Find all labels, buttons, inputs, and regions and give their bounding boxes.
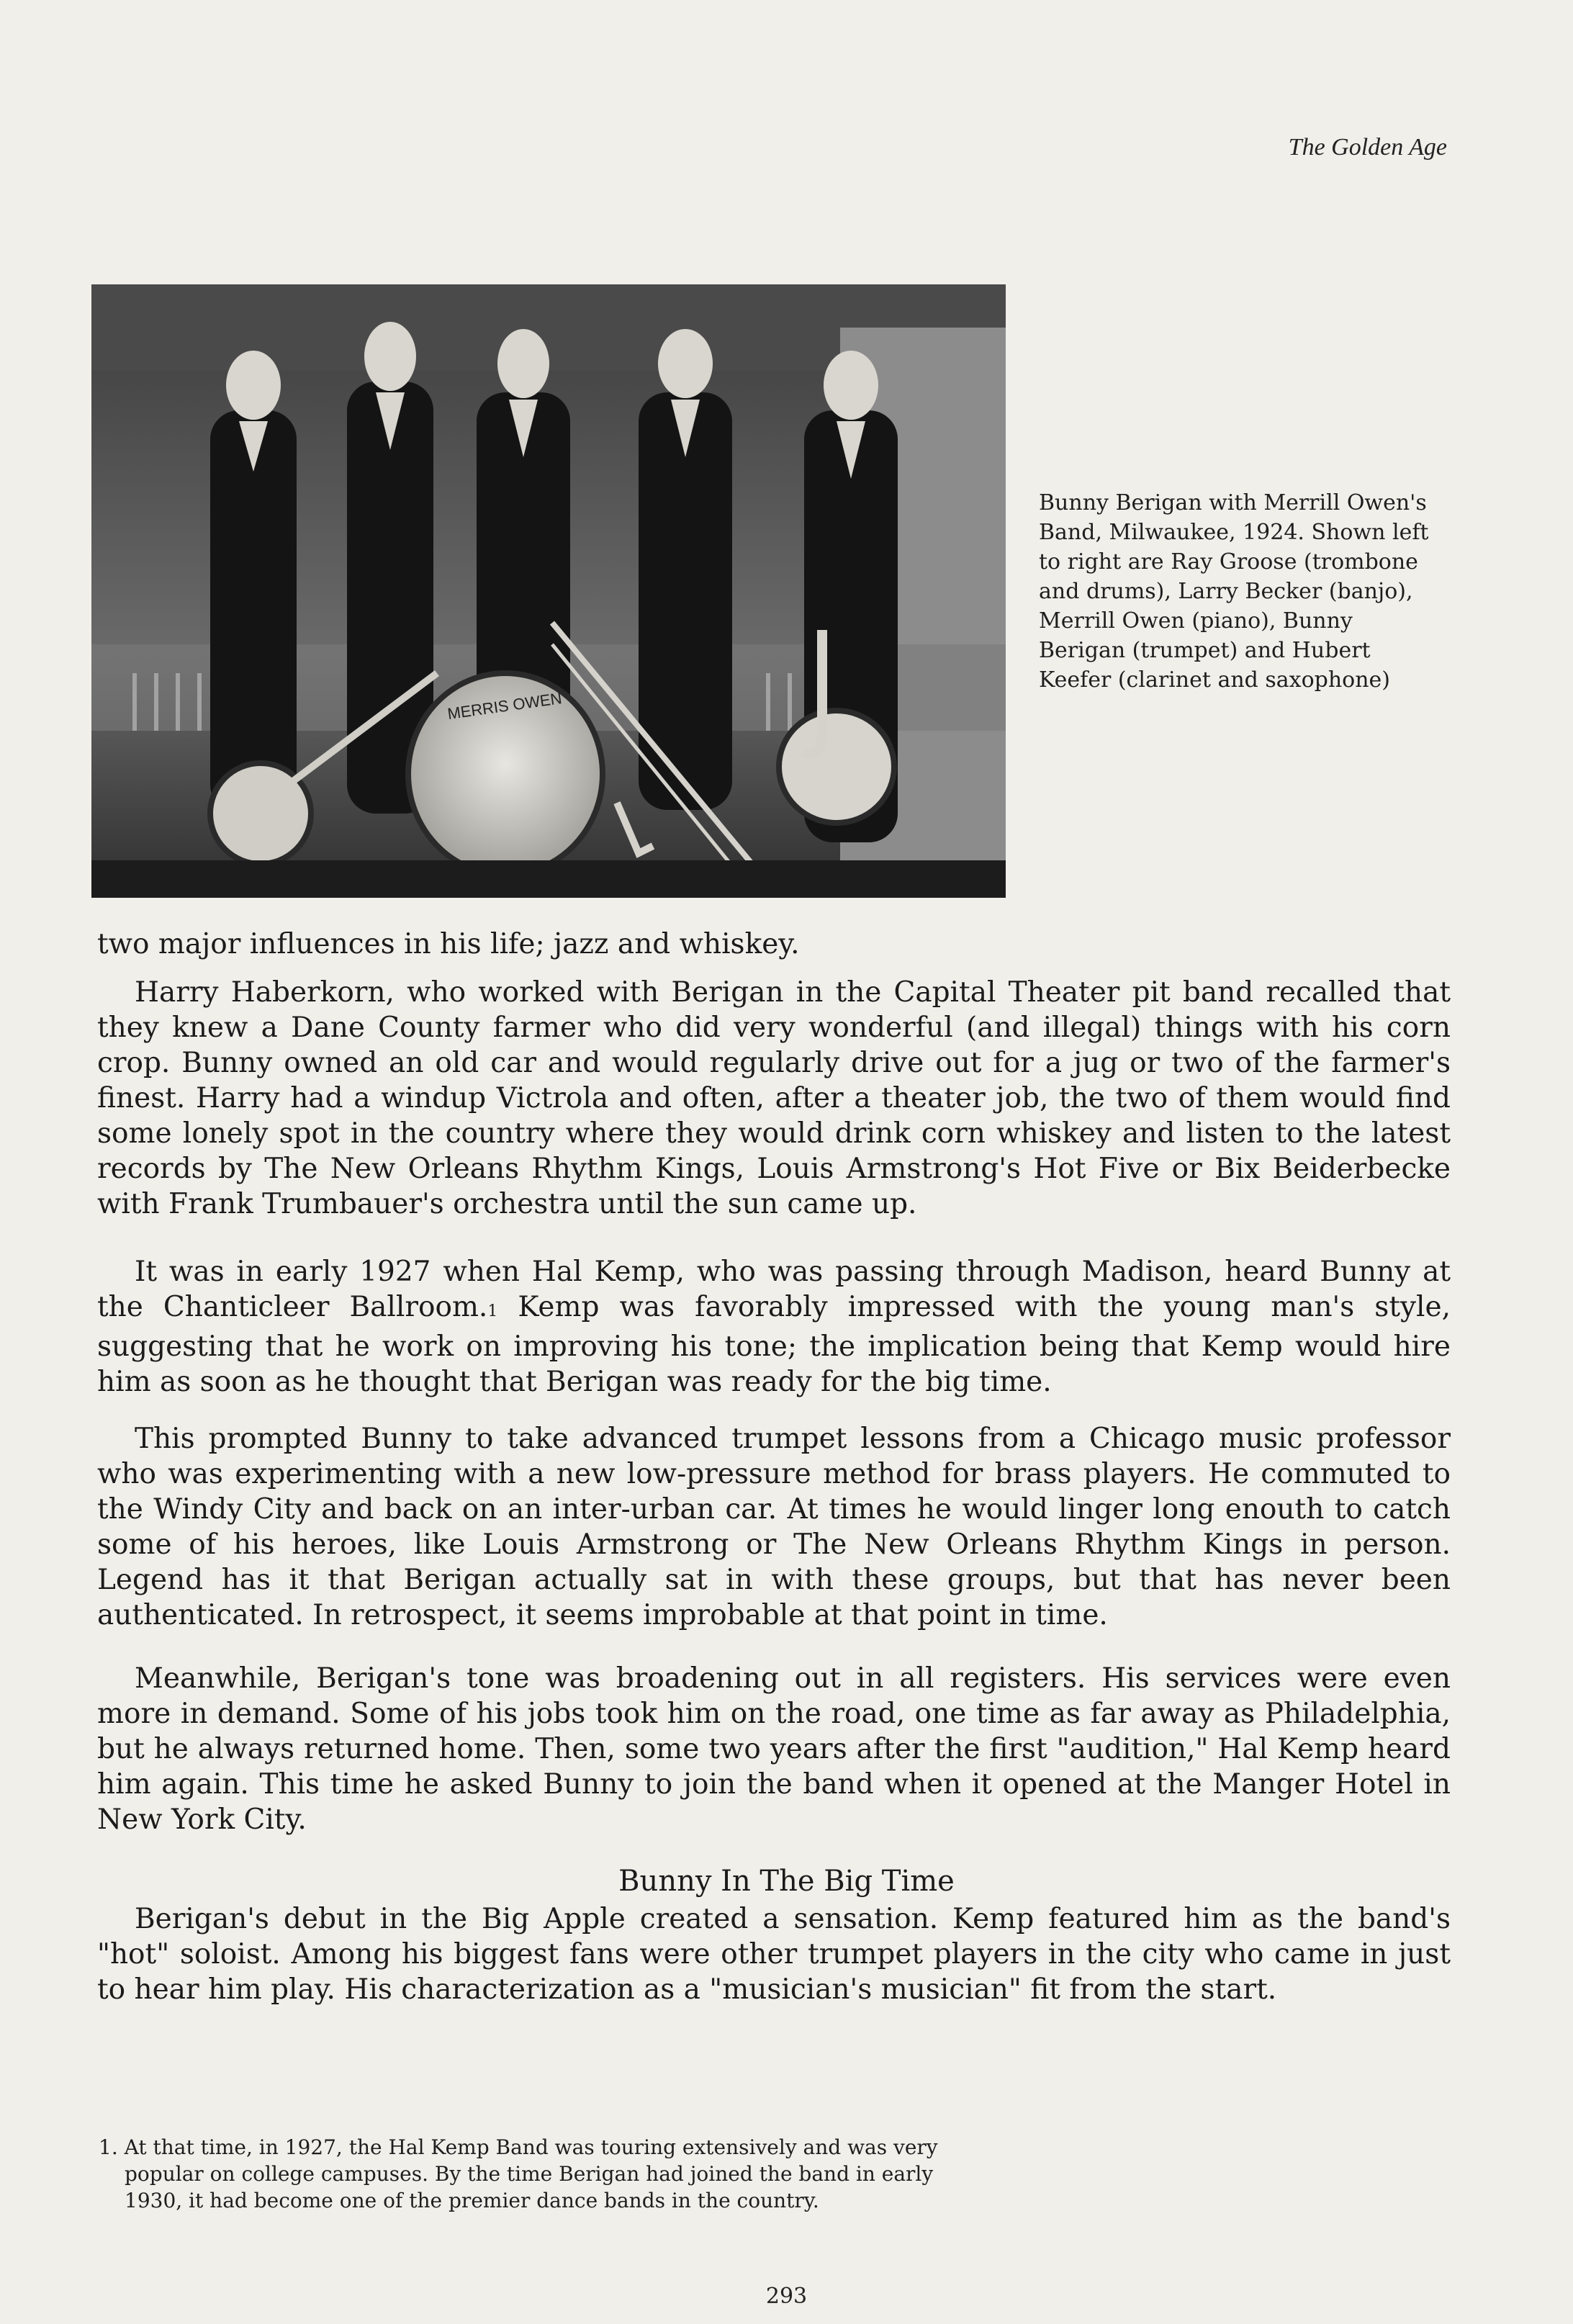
band-photograph xyxy=(91,284,1006,898)
paragraph-hal-kemp xyxy=(97,1254,1451,1400)
running-head: The Golden Age xyxy=(1288,134,1447,161)
section-heading: Bunny In The Big Time xyxy=(618,1865,955,1898)
footnote-line-3: 1930, it had become one of the premier dance bands in the country. xyxy=(125,2189,819,2212)
footnote-line-1: 1. At that time, in 1927, the Hal Kemp Band was touring extensively and was very xyxy=(99,2135,938,2159)
paragraph-continuation: two major influences in his life; jazz and whiskey. xyxy=(97,928,800,960)
page-number: 293 xyxy=(765,2284,808,2309)
footnote xyxy=(99,2134,984,2214)
photo-caption: Bunny Berigan with Merrill Owen's Band, Milwaukee, 1924. Shown left to right are Ray Groose (trombone and drums), Larry Becker (banjo), Merrill Owen (piano), Bunny Berigan (trumpet) and Hubert Keefer (clarinet and saxophone) xyxy=(1039,490,1429,693)
paragraph-hal-kemp-part2: Kemp was favorably impressed with the young man's style, suggesting that he work on improving his tone; the implication being that Kemp would hire him as soon as he thought that Berigan was ready for the big time. xyxy=(97,1291,1451,1398)
paragraph-broadening-tone: Meanwhile, Berigan's tone was broadening out in all registers. His services were even more in demand. Some of his jobs took him on the road, one time as far away as Philadelphia, but he always returned home. Then, some two years after the first "audition," Hal Kemp heard him again. This time he asked Bunny to join the band when it opened at the Manger Hotel in New York City. xyxy=(97,1662,1451,1836)
footnote-reference: 1 xyxy=(487,1302,498,1320)
band-photo-image xyxy=(91,284,1006,898)
footnote-line-2: popular on college campuses. By the time Berigan had joined the band in early xyxy=(125,2162,934,2186)
paragraph-big-apple: Berigan's debut in the Big Apple created a sensation. Kemp featured him as the band's "hot" soloist. Among his biggest fans were other trumpet players in the city who came in just to hear him play. His characterization as a "musician's musician" fit from the start. xyxy=(97,1903,1451,2006)
paragraph-haberkorn: Harry Haberkorn, who worked with Berigan in the Capital Theater pit band recalled that they knew a Dane County farmer who did very wonderful (and illegal) things with his corn crop. Bunny owned an old car and would regularly drive out for a jug or two of the farmer's finest. Harry had a windup Victrola and often, after a theater job, the two of them would find some lonely spot in the country where they would drink corn whiskey and listen to the latest records by The New Orleans Rhythm Kings, Louis Armstrong's Hot Five or Bix Beiderbecke with Frank Trumbauer's orchestra until the sun came up. xyxy=(97,976,1451,1220)
paragraph-trumpet-lessons: This prompted Bunny to take advanced trumpet lessons from a Chicago music professor who was experimenting with a new low-pressure method for brass players. He commuted to the Windy City and back on an inter-urban car. At times he would linger long enouth to catch some of his heroes, like Louis Armstrong or The New Orleans Rhythm Kings in person. Legend has it that Berigan actually sat in with these groups, but that has never been authenticated. In retrospect, it seems improbable at that point in time. xyxy=(97,1423,1451,1631)
paragraph-hal-kemp-part1: It was in early 1927 when Hal Kemp, who was passing through Madison, heard Bunny at the Chanticleer Ballroom. xyxy=(97,1256,1451,1323)
drum-head-text: MERRIS OWEN xyxy=(446,689,563,724)
